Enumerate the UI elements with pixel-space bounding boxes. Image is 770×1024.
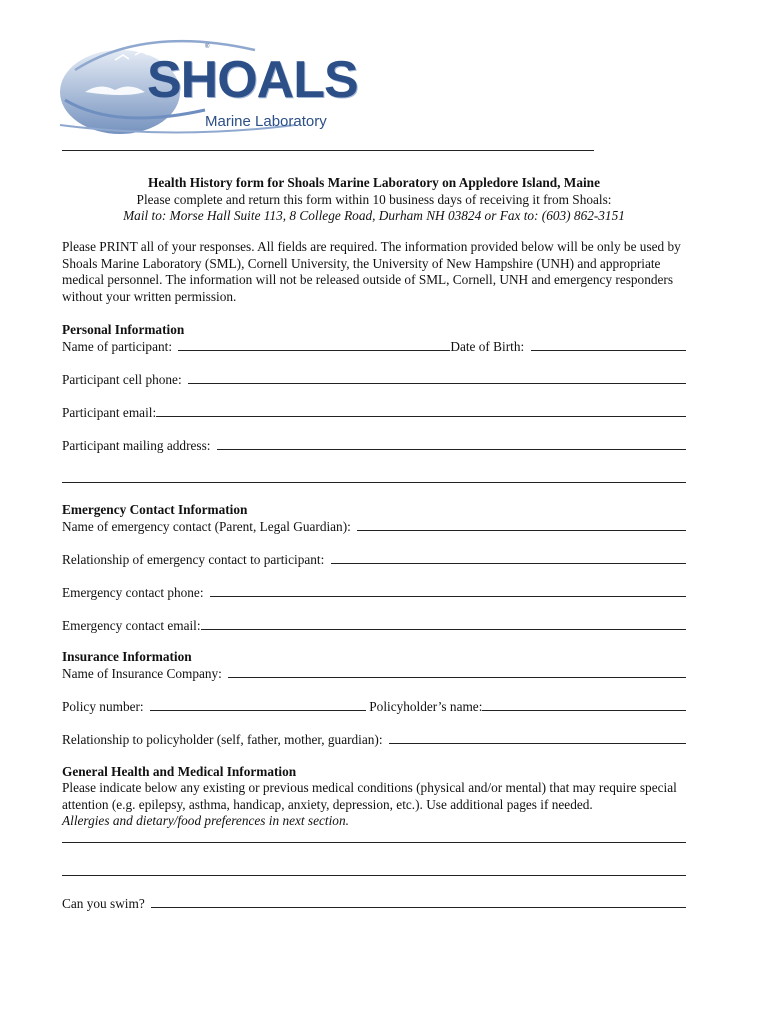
intro-paragraph: Please PRINT all of your responses. All fields are required. The information provided below will be only be used by Shoals Marine Laboratory (SML), Cornell University, the University of New Hampshire (UNH) and appropriate medical personnel. The information will not be released outside of SML, Cornell, UNH and emergency responders without your written permission. (62, 239, 681, 304)
emergency-phone-field[interactable] (210, 585, 686, 597)
cell-phone-field[interactable] (188, 372, 686, 384)
emergency-relationship-label: Relationship of emergency contact to participant: (62, 552, 328, 567)
policyholder-relationship-field[interactable] (389, 732, 686, 744)
emergency-email-field[interactable] (201, 618, 686, 630)
participant-name-label: Name of participant: (62, 339, 176, 354)
insurance-company-label: Name of Insurance Company: (62, 666, 226, 681)
cell-phone-row (62, 371, 686, 388)
medical-conditions-line-1[interactable] (62, 842, 686, 843)
emergency-name-label: Name of emergency contact (Parent, Legal Guardian): (62, 519, 355, 534)
cell-phone-label: Participant cell phone: (62, 372, 185, 387)
mailing-address-label: Participant mailing address: (62, 438, 214, 453)
form-title: Health History form for Shoals Marine Laboratory on Appledore Island, Maine (148, 175, 600, 190)
emergency-relationship-field[interactable] (331, 552, 686, 564)
emergency-phone-row (62, 584, 686, 601)
policyholder-relationship-row (62, 731, 686, 748)
participant-email-field[interactable] (156, 405, 686, 417)
mailing-address-row (62, 437, 686, 454)
emergency-relationship-row (62, 551, 686, 568)
personal-info-heading: Personal Information (62, 322, 185, 337)
emergency-contact-heading: Emergency Contact Information (62, 502, 248, 517)
shoals-logo (55, 30, 358, 140)
participant-name-row (62, 338, 686, 355)
insurance-company-field[interactable] (228, 666, 686, 678)
swim-label: Can you swim? (62, 896, 149, 911)
health-instruction (62, 780, 686, 830)
svg-text:®: ® (205, 44, 210, 50)
insurance-heading: Insurance Information (62, 649, 192, 664)
mailing-address-field[interactable] (217, 438, 686, 450)
allergies-note: Allergies and dietary/food preferences in next section. (62, 813, 349, 828)
swim-row (62, 895, 686, 912)
dob-label: Date of Birth: (450, 339, 528, 354)
emergency-name-field[interactable] (357, 519, 686, 531)
medical-conditions-line-2[interactable] (62, 875, 686, 876)
logo-sub-text: Marine Laboratory (205, 113, 327, 130)
logo-brand-text: SHOALS (147, 51, 358, 109)
mailing-address-field-line-2[interactable] (62, 482, 686, 483)
policyholder-name-field[interactable] (482, 699, 686, 711)
participant-email-row (62, 404, 686, 421)
policy-number-field[interactable] (150, 699, 366, 711)
emergency-name-row (62, 518, 686, 535)
mailing-address: Mail to: Morse Hall Suite 113, 8 College Road, Durham NH 03824 or Fax to: (603) 862-3151 (123, 208, 625, 223)
policyholder-relationship-label: Relationship to policyholder (self, father, mother, guardian): (62, 732, 386, 747)
policy-row (62, 698, 686, 715)
insurance-company-row (62, 665, 686, 682)
participant-name-field[interactable] (178, 339, 450, 351)
dob-field[interactable] (531, 339, 686, 351)
policy-number-label: Policy number: (62, 699, 147, 714)
policyholder-name-label: Policyholder’s name: (365, 699, 483, 714)
header-divider (62, 150, 594, 151)
emergency-phone-label: Emergency contact phone: (62, 585, 207, 600)
health-instruction-text: Please indicate below any existing or previous medical conditions (physical and/or mental) that may require special attention (e.g. epilepsy, asthma, handicap, anxiety, depression, etc.). Use additional pages if needed. (62, 780, 677, 812)
emergency-email-row (62, 617, 686, 634)
health-heading: General Health and Medical Information (62, 764, 297, 779)
swim-field[interactable] (151, 896, 686, 908)
emergency-email-label: Emergency contact email: (62, 618, 201, 633)
participant-email-label: Participant email: (62, 405, 157, 420)
return-instruction: Please complete and return this form within 10 business days of receiving it from Shoals: (136, 192, 612, 207)
